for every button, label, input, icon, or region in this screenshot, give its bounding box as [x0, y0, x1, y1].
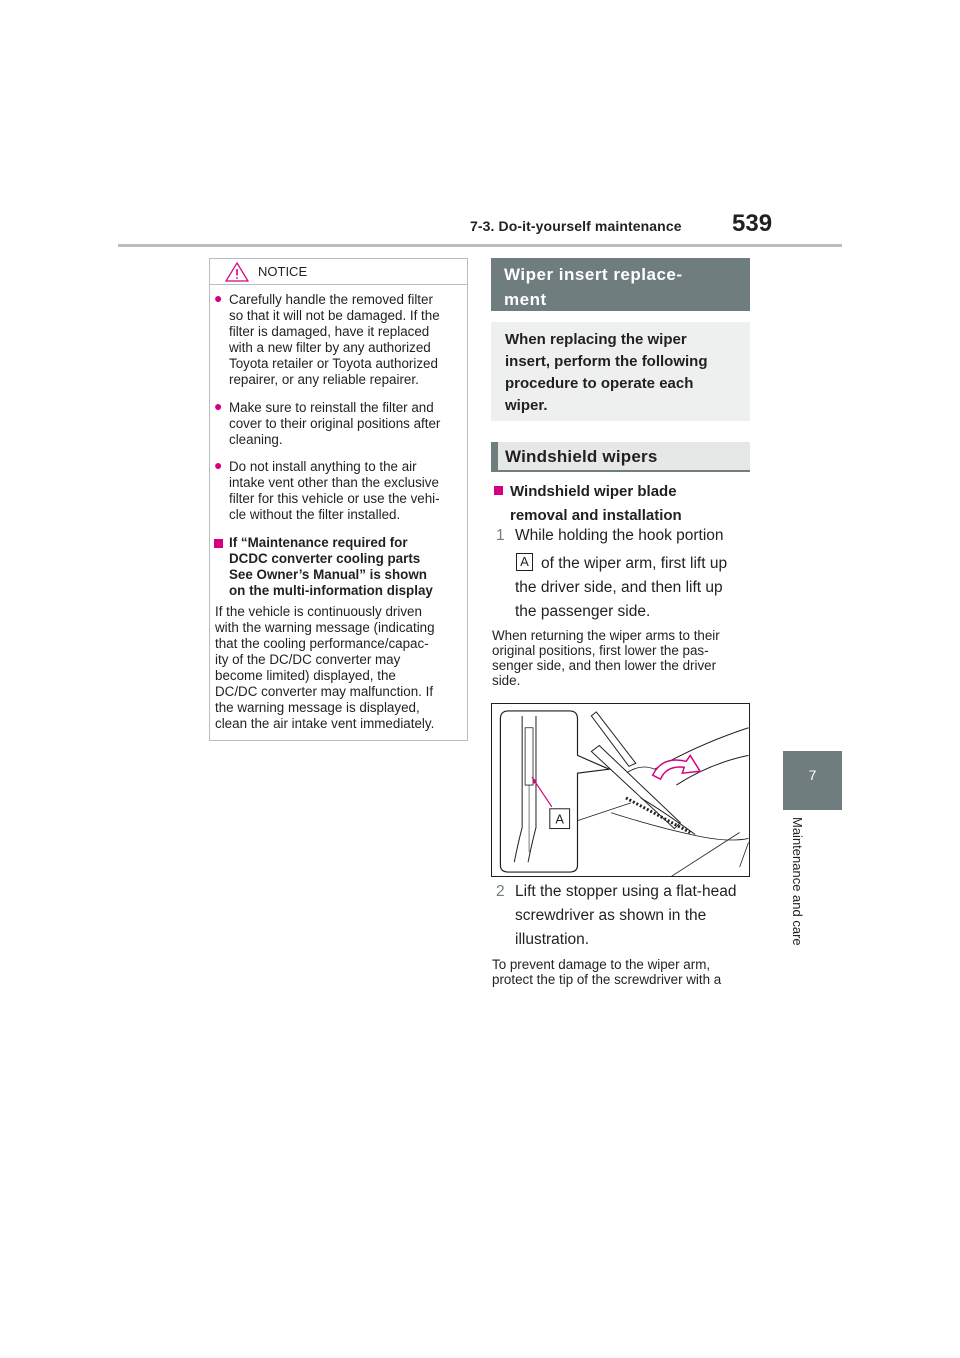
notice-paragraph: If the vehicle is continuously driven with the warning message (indicating that the cooling performance/capac- ity of the DC/DC converter may become limited) displayed, the DC/DC converter may malfunction. If the warning message is displayed, clean the air intake vent immediately.: [215, 604, 435, 731]
subsection-title: Windshield wipers: [505, 447, 658, 466]
notice-title: NOTICE: [258, 264, 308, 279]
wiper-arm-illustration: [491, 703, 750, 877]
chapter-label: Maintenance and care: [790, 817, 805, 946]
section-title-wiper-insert: Wiper insert replace- ment: [504, 265, 683, 309]
notice-subheading: If “Maintenance required for DCDC converter cooling parts See Owner’s Manual” is shown on the multi-information display: [229, 535, 433, 598]
step-1-text-line-2: of the wiper arm, first lift up: [541, 555, 728, 572]
chapter-label-container: [785, 817, 809, 987]
section-title: 7-3. Do-it-yourself maintenance: [470, 218, 682, 234]
step-1-note: When returning the wiper arms to their original positions, first lower the pas- senger side, and then lower the driver side.: [492, 628, 720, 688]
step-1-text-line-1: While holding the hook portion: [515, 527, 724, 544]
notice-bullet-2: Make sure to reinstall the filter and cover to their original positions after cleaning.: [229, 400, 441, 447]
bullet-dot: ●: [214, 290, 223, 306]
bullet-dot: ●: [214, 457, 223, 473]
notice-bullet-3: Do not install anything to the air intake vent other than the exclusive filter for this vehicle or use the vehi- cle without the filter installed.: [229, 459, 440, 522]
label-a-badge: A: [516, 553, 533, 571]
warning-triangle-icon: [225, 262, 249, 282]
step-1-text-line-3: the driver side, and then lift up: [515, 579, 723, 596]
notice-divider: [210, 284, 467, 285]
step-number: 1: [496, 527, 505, 544]
notice-bullet-1: Carefully handle the removed filter so that it will not be damaged. If the filter is damaged, have it replaced with a new filter by any authorized Toyota retailer or Toyota authorized repairer, or any reliable repairer.: [229, 292, 440, 387]
step-1-text-line-4: the passenger side.: [515, 603, 651, 620]
page-number: 539: [732, 210, 773, 237]
subheading-square: [494, 486, 503, 495]
intro-text: When replacing the wiper insert, perform the following procedure to operate each wiper.: [505, 331, 708, 414]
figure-label-a: A: [555, 811, 564, 827]
bullet-dot: ●: [214, 398, 223, 414]
step-number: 2: [496, 883, 505, 900]
subheading-square: [214, 539, 223, 548]
blade-subheading: Windshield wiper blade removal and installation: [510, 483, 682, 524]
step-2-text: Lift the stopper using a flat-head screwdriver as shown in the illustration.: [515, 883, 737, 948]
step-2-note: To prevent damage to the wiper arm, protect the tip of the screwdriver with a: [492, 957, 722, 987]
header-rule: [118, 244, 842, 247]
chapter-number: 7: [808, 767, 817, 783]
